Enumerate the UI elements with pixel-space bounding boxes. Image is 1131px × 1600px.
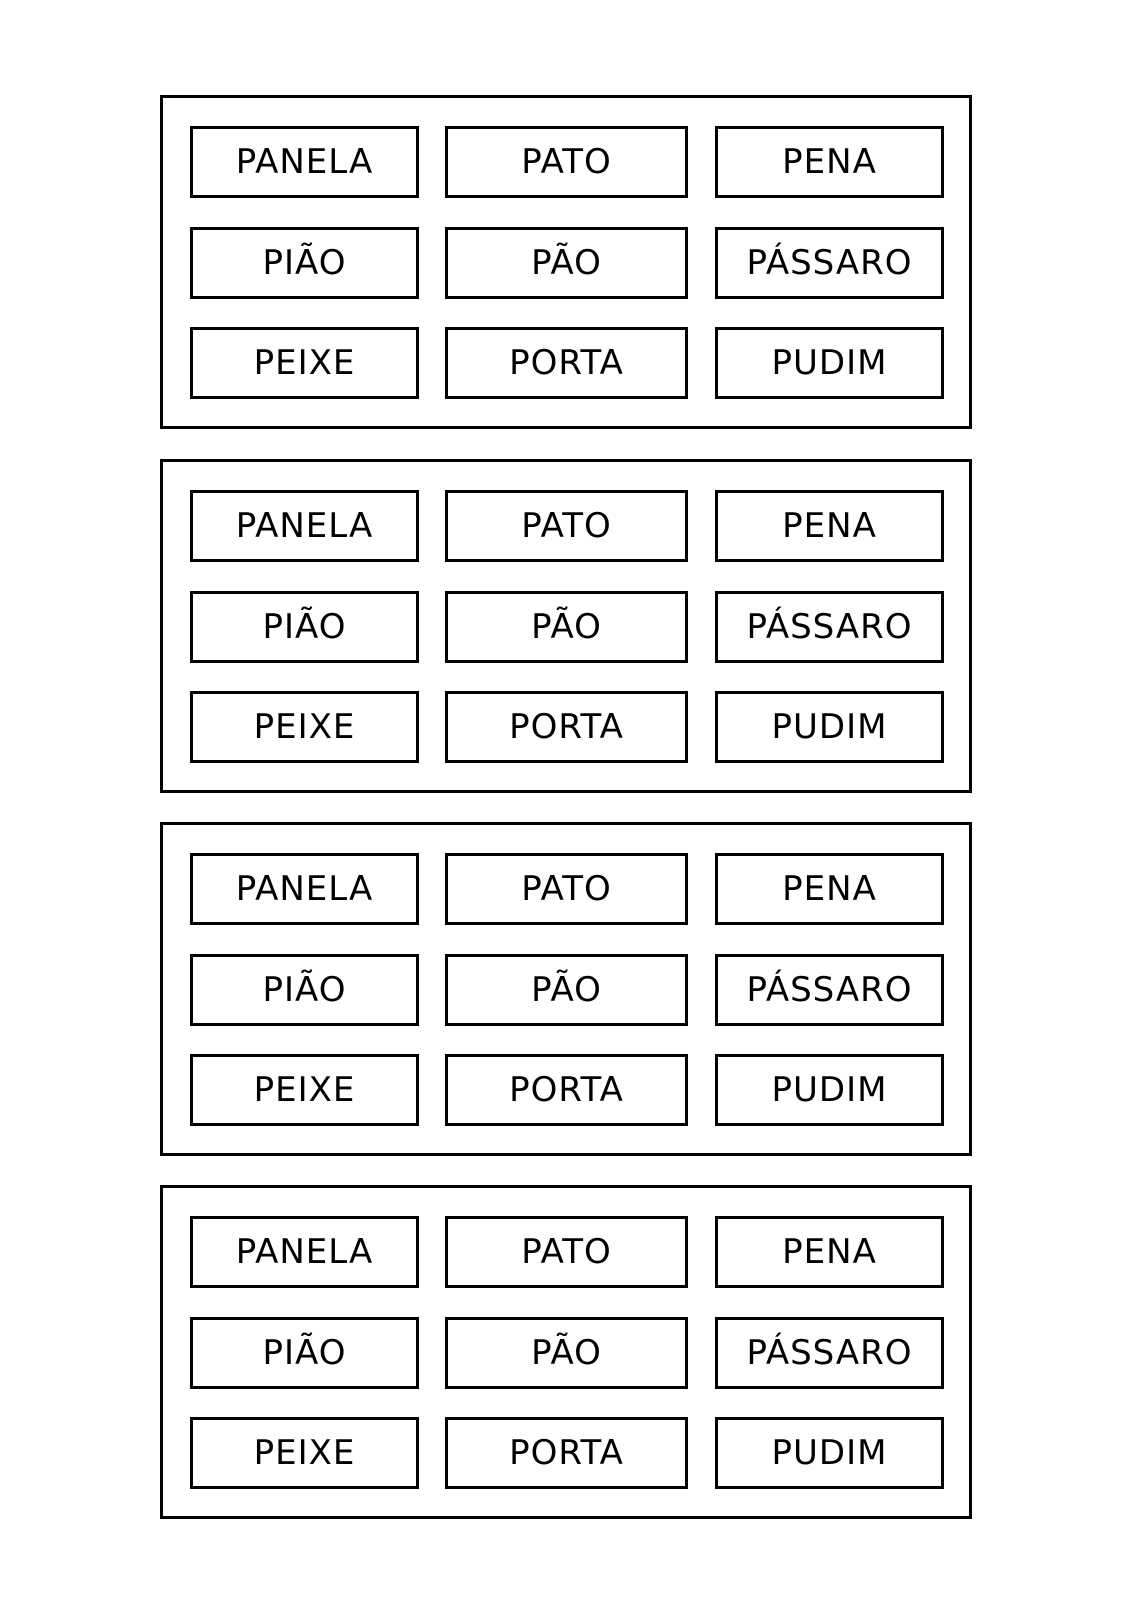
word-card-panel-3 — [160, 822, 972, 1156]
word-card: PATO — [445, 853, 688, 925]
word-card: PÁSSARO — [715, 227, 944, 299]
word-card: PUDIM — [715, 691, 944, 763]
word-card: PEIXE — [190, 1054, 419, 1126]
word-card: PUDIM — [715, 1054, 944, 1126]
word-card: PANELA — [190, 1216, 419, 1288]
word-card: PIÃO — [190, 954, 419, 1026]
word-card: PANELA — [190, 490, 419, 562]
word-card: PÃO — [445, 227, 688, 299]
word-card-panel-2 — [160, 459, 972, 793]
word-card: PANELA — [190, 126, 419, 198]
word-card: PATO — [445, 126, 688, 198]
word-card: PATO — [445, 1216, 688, 1288]
word-card: PÃO — [445, 591, 688, 663]
word-card: PENA — [715, 490, 944, 562]
word-card: PÃO — [445, 1317, 688, 1389]
word-card: PUDIM — [715, 327, 944, 399]
word-card-panel-1 — [160, 95, 972, 429]
word-card: PEIXE — [190, 691, 419, 763]
word-card: PENA — [715, 126, 944, 198]
word-card: PATO — [445, 490, 688, 562]
word-card: PIÃO — [190, 227, 419, 299]
word-card-panel-4 — [160, 1185, 972, 1519]
word-card: PANELA — [190, 853, 419, 925]
word-card: PORTA — [445, 1417, 688, 1489]
word-card: PEIXE — [190, 1417, 419, 1489]
word-card: PUDIM — [715, 1417, 944, 1489]
word-card: PIÃO — [190, 591, 419, 663]
word-card: PENA — [715, 853, 944, 925]
word-card: PORTA — [445, 1054, 688, 1126]
word-card: PEIXE — [190, 327, 419, 399]
word-card: PIÃO — [190, 1317, 419, 1389]
word-card: PÁSSARO — [715, 591, 944, 663]
word-card: PÁSSARO — [715, 954, 944, 1026]
word-card: PÃO — [445, 954, 688, 1026]
word-card: PORTA — [445, 327, 688, 399]
word-card: PORTA — [445, 691, 688, 763]
word-card: PÁSSARO — [715, 1317, 944, 1389]
word-card: PENA — [715, 1216, 944, 1288]
